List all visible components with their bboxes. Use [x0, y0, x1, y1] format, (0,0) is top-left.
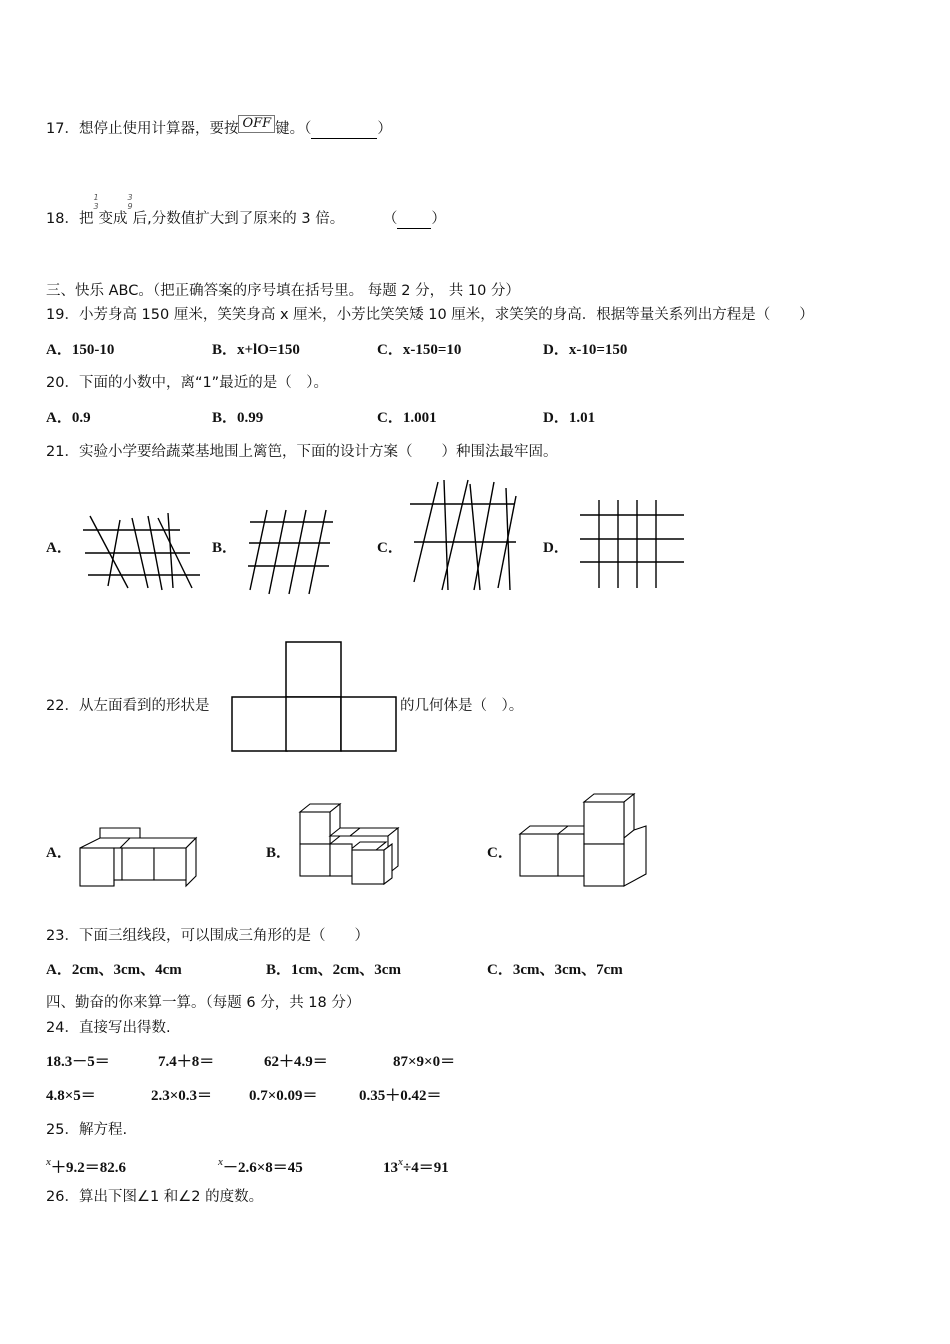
question-19: 19．小芳身高 150 厘米，笑笑身高 x 厘米，小芳比笑笑矮 10 厘米，求笑笑的身高．根据等量关系列出方程是（ ）: [46, 307, 814, 323]
off-key-icon: OFF: [238, 115, 275, 133]
option-c[interactable]: C．3cm、3cm、7cm: [487, 962, 623, 978]
option-a[interactable]: A．: [46, 845, 72, 861]
variable-x: x: [218, 1157, 223, 1168]
option-b[interactable]: B．1cm、2cm、3cm: [266, 962, 401, 978]
calc-item[interactable]: 4.8×5＝: [46, 1088, 96, 1104]
question-text: 想停止使用计算器，要按: [78, 121, 239, 137]
question-number: 17．: [46, 121, 79, 137]
fraction-one-third: 1 3: [93, 193, 99, 211]
option-d[interactable]: D．x-10=150: [543, 342, 628, 358]
option-c[interactable]: C．x-150=10: [377, 342, 462, 358]
answer-blank[interactable]: [311, 124, 377, 139]
question-26: 26．算出下图∠1 和∠2 的度数。: [46, 1189, 264, 1205]
section-4-title: 四、勤奋的你来算一算。（每题 6 分，共 18 分）: [46, 995, 361, 1011]
question-21: 21．实验小学要给蔬菜基地围上篱笆，下面的设计方案（ ）种围法最牢固。: [46, 444, 558, 460]
question-number: 18．: [46, 211, 79, 227]
question-18: [46, 193, 446, 229]
option-d[interactable]: D．: [543, 540, 569, 556]
question-text-middle: 变成: [98, 211, 128, 227]
close-paren: ）: [377, 121, 392, 137]
option-a[interactable]: A．0.9: [46, 410, 91, 426]
question-22-tail: 的几何体是（ ）。: [400, 698, 524, 714]
fraction-three-ninths: 3 9: [127, 193, 133, 211]
equation-1[interactable]: $^x$＋9.2＝82.6: [46, 1157, 127, 1176]
question-22-lead: 22．从左面看到的形状是: [46, 698, 210, 714]
calc-item[interactable]: 18.3－5＝: [46, 1054, 110, 1070]
option-b[interactable]: B．x+lO=150: [212, 342, 300, 358]
option-a[interactable]: A．150-10: [46, 342, 115, 358]
fence-diagram-c: [408, 478, 520, 594]
calc-item[interactable]: 2.3×0.3＝: [151, 1088, 213, 1104]
question-17: [46, 115, 392, 139]
option-a[interactable]: A．: [46, 540, 72, 556]
solid-figure-a: [78, 826, 200, 892]
calc-item[interactable]: 7.4＋8＝: [158, 1054, 215, 1070]
question-text-suffix: 后,分数值扩大到了原来的 3 倍。: [132, 211, 345, 227]
close-paren: ）: [431, 211, 446, 227]
question-24: 24．直接写出得数.: [46, 1020, 171, 1036]
calc-item[interactable]: 62＋4.9＝: [264, 1054, 328, 1070]
question-23: 23．下面三组线段，可以围成三角形的是（ ）: [46, 928, 369, 944]
question-20: 20．下面的小数中，离“1”最近的是（ ）。: [46, 375, 328, 391]
question-text: 把: [78, 211, 94, 227]
variable-x: x: [398, 1157, 403, 1168]
left-view-shape: [231, 641, 399, 753]
question-text-suffix: 键。（: [275, 121, 312, 137]
variable-x: x: [46, 1157, 51, 1168]
calc-item[interactable]: 0.35＋0.42＝: [359, 1088, 442, 1104]
fence-diagram-a: [80, 508, 205, 593]
answer-blank[interactable]: [397, 214, 431, 229]
fence-diagram-d: [578, 498, 688, 593]
calc-item[interactable]: 87×9×0＝: [393, 1054, 456, 1070]
option-b[interactable]: B．: [266, 845, 292, 861]
section-3-title: 三、快乐 ABC。（把正确答案的序号填在括号里。 每题 2 分， 共 10 分）: [46, 283, 520, 299]
option-b[interactable]: B．0.99: [212, 410, 264, 426]
solid-figure-c: [518, 792, 650, 888]
equation-2[interactable]: $^x$－2.6×8＝45: [218, 1157, 303, 1176]
option-c[interactable]: C．: [377, 540, 403, 556]
equation-3[interactable]: $13^x\div 4=91$: [383, 1157, 449, 1176]
fence-diagram-b: [245, 508, 340, 600]
option-c[interactable]: C．: [487, 845, 513, 861]
question-25: 25．解方程.: [46, 1122, 128, 1138]
solid-figure-b: [298, 802, 404, 890]
option-b[interactable]: B．: [212, 540, 238, 556]
option-c[interactable]: C．1.001: [377, 410, 437, 426]
open-paren: （: [382, 211, 398, 227]
calc-item[interactable]: 0.7×0.09＝: [249, 1088, 318, 1104]
option-d[interactable]: D．1.01: [543, 410, 596, 426]
option-a[interactable]: A．2cm、3cm、4cm: [46, 962, 182, 978]
